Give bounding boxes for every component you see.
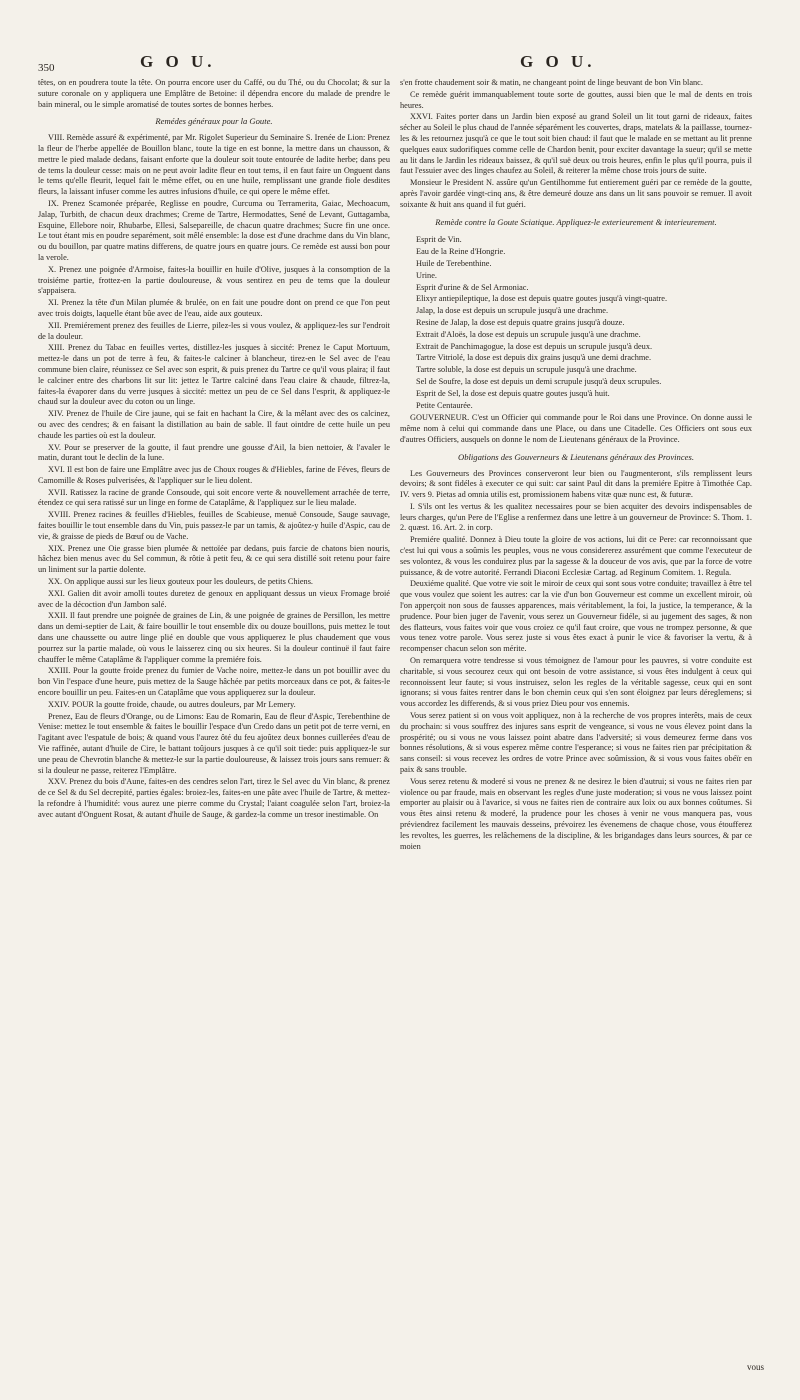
running-head-right: G O U. <box>520 52 596 71</box>
paragraph: Premiére qualité. Donnez à Dieu toute la gloire de vos actions, lui dit ce Pere: car reconnoissant que c'est lui qui vous a soûmis les peuples, vous ne vous considererez assurément que comme l'executeur de ses volontez, & vous les conduirez plus par la sagesse & la douceur de vos avis, que par la force de votre puissance, & de votre autorité. Ferrandi Diaconi Ecclesiæ Cartag. ad Reginum Comitem. 1. Regula. <box>400 535 752 577</box>
list-item: Jalap, la dose est depuis un scrupule jusqu'à une drachme. <box>416 306 609 316</box>
paragraph: XXII. Il faut prendre une poignée de graines de Lin, & une poignée de graines de Persillon, les mettre dans un demi-septier de Lait, & faire bouillir le tout ensemble dix ou douze bouillons, puis mettez le tout dans une chaussette ou autre linge plié en double que vous appliquerez le plus chaudement que vous pourrez sur la partie malade, où vous le laisserez cinq ou six heures. Si la douleur continuë il faut faire chauffer le même Cataplâme & l'appliquer comme la premiére fois. <box>38 611 390 664</box>
list-item: Extrait de Panchimagogue, la dose est depuis un scrupule jusqu'à deux. <box>416 341 653 351</box>
page-number: 350 <box>38 62 55 74</box>
paragraph: XII. Premiérement prenez des feuilles de Lierre, pilez-les si vous voulez, & appliquez-les sur l'endroit de la douleur. <box>38 320 390 341</box>
left-column <box>38 78 390 822</box>
section-title-obligations: Obligations des Gouverneurs & Lieutenans généraux des Provinces. <box>458 451 694 462</box>
paragraph: Vous serez retenu & moderé si vous ne prenez & ne desirez le bien d'autrui; si vous ne faites rien par violence ou par fraude, mais en observant les regles d'une juste moderation; si vous ne vous laissez point emporter au plaisir ou à l'avarice, si vous ne faites rien de contraire aux loix ou aux bonnes coûtumes. Si vous êtes ainsi retenu & moderé, la prudence pour les choses à venir ne vous manquera pas, vous préviendrez facilement les mauvais desseins, prévoirez les évenemens de chaque chose, vous étoufferez les revoltes, les guerres, les relâchemens de la discipline, & les brigandages dans leurs sources, & par ce moien <box>400 776 752 851</box>
section-title-remedes: Remédes généraux pour la Goute. <box>155 116 273 127</box>
list-item: Esprit d'urine & de Sel Armoniac. <box>416 282 529 292</box>
paragraph: Prenez, Eau de fleurs d'Orange, ou de Limons: Eau de Romarin, Eau de fleur d'Aspic, Terebenthine de Venise: mettez le tout ensemble & faites le bouillir l'espace d'un Credo dans un petit pot de terre verni, en l'agitant avec l'espatule de bois; & quand vous l'aurez ôté du feu ajoûtez deux bonnes cuillerées d'eau de Vie raffinée, autant d'huile de Cire, le battant toûjours jusques à ce qu'il soit tiede: puis appliquez-le sur une peau de Chevrotin blanche & mettez-le sur la partie douloureuse, & laissez trois jours sans remuer: & si la douleur ne passe, reiterez l'Emplâtre. <box>38 711 390 775</box>
paragraph: On remarquera votre tendresse si vous témoignez de l'amour pour les pauvres, si votre conduite est charitable, si vous secourez ceux qui ont besoin de votre assistance, si vous êtes indulgent à ceux qui reconnoissent leur faute; si vous instruisez, selon les regles de la véritable sagesse, ceux qui en sont ignorans; si vous faites rentrer dans le bon chemin ceux qui s'en sont éloignez par leurs déreglemens; si vous accordez les differends, & si vous priez Dieu pour vos ennemis. <box>400 656 752 709</box>
paragraph: XI. Prenez la tête d'un Milan plumée & brulée, on en fait une poudre dont on prend ce que l'on peut avec trois doigts, laquelle étant bûe avec de l'eau, aide aux gouteux. <box>38 298 390 318</box>
paragraph: XIV. Prenez de l'huile de Cire jaune, qui se fait en hachant la Cire, & la mêlant avec des os calcinez, ou avec des cendres; & en faisant la distillation au bain de sable. Il faut ointdre de cette huile un peu chaude les parties où est la douleur. <box>38 409 390 440</box>
paragraph: XXVI. Faites porter dans un Jardin bien exposé au grand Soleil un lit tout garni de rideaux, faites sécher au Soleil le plus chaud de l'année séparément les couvertes, draps, matelats & la paillasse, tournez-les & les retournez jusqu'à ce que le tout soit bien chaud: il faut que le malade en se mettant au lit prenne quelques eaux sudorifiques comme celle de Chardon benit, pour exciter davantage la sueur; qu'il se mette au lit dans le Jardin les rideaux baissez, & qu'il suë deux ou trois heures, enfin le plus qu'il pourra, puis il faut l'essuier avec des linges chaufez au Soleil, & reiterer la même chose trois jours de suite. <box>400 112 752 176</box>
paragraph: I. S'ils ont les vertus & les qualitez necessaires pour se bien acquiter des devoirs indispensables de leurs charges, qu'un Pere de l'Eglise a renfermez dans une lettre à un gouverneur de Province: S. Thom. 1. 2. quæst. 16. Art. 2. in corp. <box>400 501 752 533</box>
section-title-sciatique: Remède contre la Goute Sciatique. Appliquez-le exterieurement & interieurement. <box>435 216 717 227</box>
paragraph: Deuxiéme qualité. Que votre vie soit le miroir de ceux qui sont sous votre conduite; travaillez à être tel que vous voulez que soient les autres: car la vie d'un bon Gouverneur est comme un excellent miroir, où l'on apperçoit non sous de fausses apparences, mais véritablement, la foi, la justice, la temperance, & la prudence. Pour bien juger de l'avenir, vous serez un Gouverneur fidéle, si au jugement des sages, & non des flatteurs, vous faites voir que vous croiez ce qu'il faut croire, que vous ne trompez personne, & que vous tenez votre parole. Vous serez juste si vous êtes exact à punir le vice & favoriser la vertu, & à recompenser chacun selon son mérite. <box>400 579 752 654</box>
paragraph: Les Gouverneurs des Provinces conserveront leur bien ou l'augmenteront, s'ils remplissent leurs devoirs; & sont fidéles à executer ce qui suit: car saint Paul dit dans la premiére Epitre à Timothée Cap. IV. vers 9. Pietas ad omnia utilis est, promissionem habens vitæ quæ nunc est, & futuræ. <box>400 468 752 500</box>
list-item: Sel de Soufre, la dose est depuis un demi scrupule jusqu'à deux scrupules. <box>416 376 662 386</box>
list-item: Huile de Terebenthine. <box>416 258 492 268</box>
list-item: Esprit de Sel, la dose est depuis quatre goutes jusqu'à huit. <box>416 388 610 398</box>
list-item: Resine de Jalap, la dose est depuis quatre grains jusqu'à douze. <box>416 317 625 327</box>
list-item: Esprit de Vin. <box>416 235 462 245</box>
paragraph: IX. Prenez Scamonée préparée, Reglisse en poudre, Curcuma ou Terramerita, Gaiac, Mechoacum, Jalap, Turbith, de chacun deux drachmes; Creme de Tartre, Hermodattes, Sené de Levant, Guttagamba, Esquine, Ellebore noir, Rhubarbe, Ellesi, Salsepareille, de chacun quatre drachmes; Sucre fin une once. Le tout étant mis en poudre separément, soit mêlé ensemble: la dose est d'une drachme dans du Vin blanc, ou du bouillon, par quatre matins differens, de quatre jours en quatre jours. Ce remède est aussi bon pour la verole. <box>38 198 390 262</box>
paragraph: XX. On applique aussi sur les lieux gouteux pour les douleurs, de petits Chiens. <box>48 577 314 587</box>
paragraph: Monsieur le President N. assûre qu'un Gentilhomme fut entierement guéri par ce remède de la goutte, après l'avoir gardée vingt-cinq ans, & être demeuré douze ans dans un lit sans pouvoir se remuer. Il avoit soixante & huit ans quand il fut guéri. <box>400 178 752 209</box>
remedy-list <box>400 235 752 411</box>
paragraph: XV. Pour se preserver de la goutte, il faut prendre une gousse d'Ail, la bien nettoier, & l'avaler le matin, durant tout le declin de la lune. <box>38 442 390 463</box>
paragraph: XXIV. POUR la goutte froide, chaude, ou autres douleurs, par Mr Lemery. <box>48 699 296 709</box>
paragraph: XVII. Ratissez la racine de grande Consoude, qui soit encore verte & nouvellement arrachée de terre, étendez ce qui sera ratissé sur un linge en forme de Cataplâme, & l'appliquez sur le lieu malade. <box>38 487 390 508</box>
paragraph: X. Prenez une poignée d'Armoise, faites-la bouillir en huile d'Olive, jusques à la consomption de la troisiéme partie, frottez-en la partie douloureuse, & vous sentirez en peu de tems que la douleur s'appaisera. <box>38 264 390 296</box>
right-column <box>400 78 752 853</box>
paragraph: VIII. Remède assuré & expérimenté, par Mr. Rigolet Superieur du Seminaire S. Irenée de Lion: Prenez la fleur de l'herbe appellée de Bouillon blanc, toute la tige en est bonne, la mettre dans un chausson, & mettre le pied malade dedans, faisant enforte que la douleur soit toute entourée de ladite herbe; dans peu de tems la douleur cesse: mais on ne peut avoir ladite fleur en tout tems, il en faut faire un Onguent dans le tems qu'elle fleurit, lequel fait le même effet, ou en une huile, remplissant une grande fiole desdites fleurs, la laissant infuser comme les autres infusions d'huile, ce qui opere le même effet. <box>38 133 390 197</box>
paragraph: Vous serez patient si on vous voit appliquez, non à la recherche de vos propres interêts, mais de ceux du prochain: si vous souffrez des injures sans esprit de vengeance, si vous ne vous élevez point dans la prospérité; ou si vous ne vous laissez point abatre dans l'adversité; si vous demeurez ferme dans vos bonnes résolutions, & si vous esperez même contre l'esperance; si vous ne faites rien par précipitation & sans conseil: si vous recevez les ordres de votre Prince avec soûmission, & si vous vous faites obéïr en paix & sans trouble. <box>400 711 752 775</box>
paragraph: XVI. Il est bon de faire une Emplâtre avec jus de Choux rouges & d'Hiebles, farine de Féves, fleurs de Camomille & Roses pulverisées, & l'appliquer sur le lieu dolent. <box>38 465 390 485</box>
paragraph: s'en frotte chaudement soir & matin, ne changeant point de linge beuvant de bon Vin blanc. <box>400 78 703 87</box>
list-item: Urine. <box>416 270 437 280</box>
list-item: Eau de la Reine d'Hongrie. <box>416 247 506 257</box>
list-item: Tartre Vitriolé, la dose est depuis dix grains jusqu'à une demi drachme. <box>416 353 652 363</box>
paragraph: XIX. Prenez une Oie grasse bien plumée & nettoïée par dedans, puis farcie de chatons bien nouris, hâchez bien menus avec du Sel commun, & rôtie à petit feu, & ce qui sera distillé soit retenu pour faire un liniment sur la partie dolente. <box>38 543 390 575</box>
list-item: Petite Centaurée. <box>416 400 473 410</box>
list-item: Extrait d'Aloës, la dose est depuis un scrupule jusqu'à une drachme. <box>416 329 641 339</box>
list-item: Tartre soluble, la dose est depuis un scrupule jusqu'à une drachme. <box>416 365 637 375</box>
catchword: vous <box>746 1362 764 1372</box>
paragraph: Ce remède guérit immanquablement toute sorte de gouttes, aussi bien que le mal de dents en trois heures. <box>400 89 752 110</box>
left-intro: têtes, on en poudrera toute la tête. On pourra encore user du Caffé, ou du Thé, ou du Chocolat; & sur la suture coronale on y appliquera une Emplâtre de Betoine: il dépendra encore du malade de prendre le bain mineral, ou le simple aromatisé de toutes sortes de bonnes herbes. <box>38 78 390 109</box>
running-head-left: G O U. <box>140 52 216 71</box>
list-item: Elixyr antiepileptique, la dose est depuis quatre goutes jusqu'à vingt-quatre. <box>416 294 668 304</box>
paragraph: XXI. Galien dit avoir amolli toutes duretez de genoux en appliquant dessus un vieux Fromage broié avec de la décoction d'un Jambon salé. <box>38 588 390 609</box>
paragraph: XIII. Prenez du Tabac en feuilles vertes, distillez-les jusques à siccité: Prenez le Caput Mortuum, mettez-le dans un pot de terre à feu, & faites-le calciner à blancheur, tirez-en le Sel avec de l'eau commune bien claire, réunissez ce Sel avec son esprit, & puis prenez du Tartre ce qu'il vous plaira; il faut le calciner entre des charbons lit sur lit: jettez le Tartre calciné dans l'eau claire & chaude, filtrez-la, faites-la évaporer dans du verre jusques à siccité: mettez un peu de ce Sel dans l'esprit, & appliquez-le chaud sur la douleur avec du coton ou un linge. <box>38 343 390 407</box>
paragraph: XXV. Prenez du bois d'Aune, faites-en des cendres selon l'art, tirez le Sel avec du Vin blanc, & prenez de ce Sel & du Sel decrepité, parties égales: broiez-les, faites-en une pâte avec l'huile de Tartre, & mettez-la refondre à l'humidité: vous aurez une pierre comme du Crystal; l'aiant coagulée selon l'art, broiez-la avec autant d'Onguent Rosat, & autant d'huile de Sauge, & gardez-la comme un tresor inestimable. On <box>38 777 390 819</box>
paragraph: XVIII. Prenez racines & feuilles d'Hiebles, feuilles de Scabieuse, menuë Consoude, Sauge sauvage, faites bouillir le tout ensemble dans du Vin, puis passez-le par un tamis, & ajoûtez-y huile d'Aspic, cau de vie, & graisse de pieds de Bœuf ou de Vache. <box>38 510 390 541</box>
paragraph: XXIII. Pour la goutte froide prenez du fumier de Vache noire, mettez-le dans un pot bouillir avec du bon Vin l'espace d'une heure, puis mettez de la Sauge hâchée par petits morceaux dans ce pot, & faites-le encore bouillir un peu. Faites-en un Cataplâme que vous appliquerez sur la douleur. <box>38 666 390 698</box>
gouverneur-entry: GOUVERNEUR. C'est un Officier qui commande pour le Roi dans une Province. On donne aussi le même nom à celui qui commande dans une Place, ou dans une Citadelle. Ces Officiers ont sous eux d'autres Officiers, ausquels on donne le nom de Lieutenans généraux de la Province. <box>400 413 752 444</box>
